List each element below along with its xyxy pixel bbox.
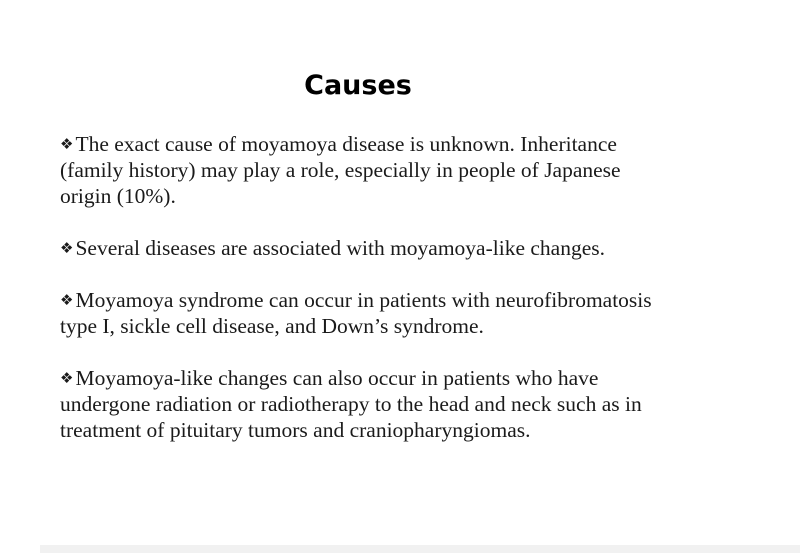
bullet-text: Moyamoya syndrome can occur in patients with neurofibromatosis type I, sickle cell disease, and Down’s syndrome. bbox=[60, 288, 652, 338]
bullet-item bbox=[60, 235, 780, 261]
bullet-item bbox=[60, 287, 780, 339]
bullet-text: The exact cause of moyamoya disease is unknown. Inheritance (family history) may play a role, especially in people of Japanese origin (10%). bbox=[60, 132, 621, 208]
slide-title: Causes bbox=[304, 70, 412, 101]
bullet-item bbox=[60, 131, 780, 209]
bullet-text: Moyamoya-like changes can also occur in patients who have undergone radiation or radiotherapy to the head and neck such as in treatment of pituitary tumors and craniopharyngiomas. bbox=[60, 366, 642, 442]
four-diamond-bullet-icon: ❖ bbox=[60, 239, 74, 257]
four-diamond-bullet-icon: ❖ bbox=[60, 135, 74, 153]
four-diamond-bullet-icon: ❖ bbox=[60, 369, 74, 387]
bottom-bar bbox=[40, 545, 800, 553]
bullet-text: Several diseases are associated with moyamoya-like changes. bbox=[75, 236, 605, 260]
bullet-list bbox=[60, 131, 780, 469]
four-diamond-bullet-icon: ❖ bbox=[60, 291, 74, 309]
bullet-item bbox=[60, 365, 780, 443]
